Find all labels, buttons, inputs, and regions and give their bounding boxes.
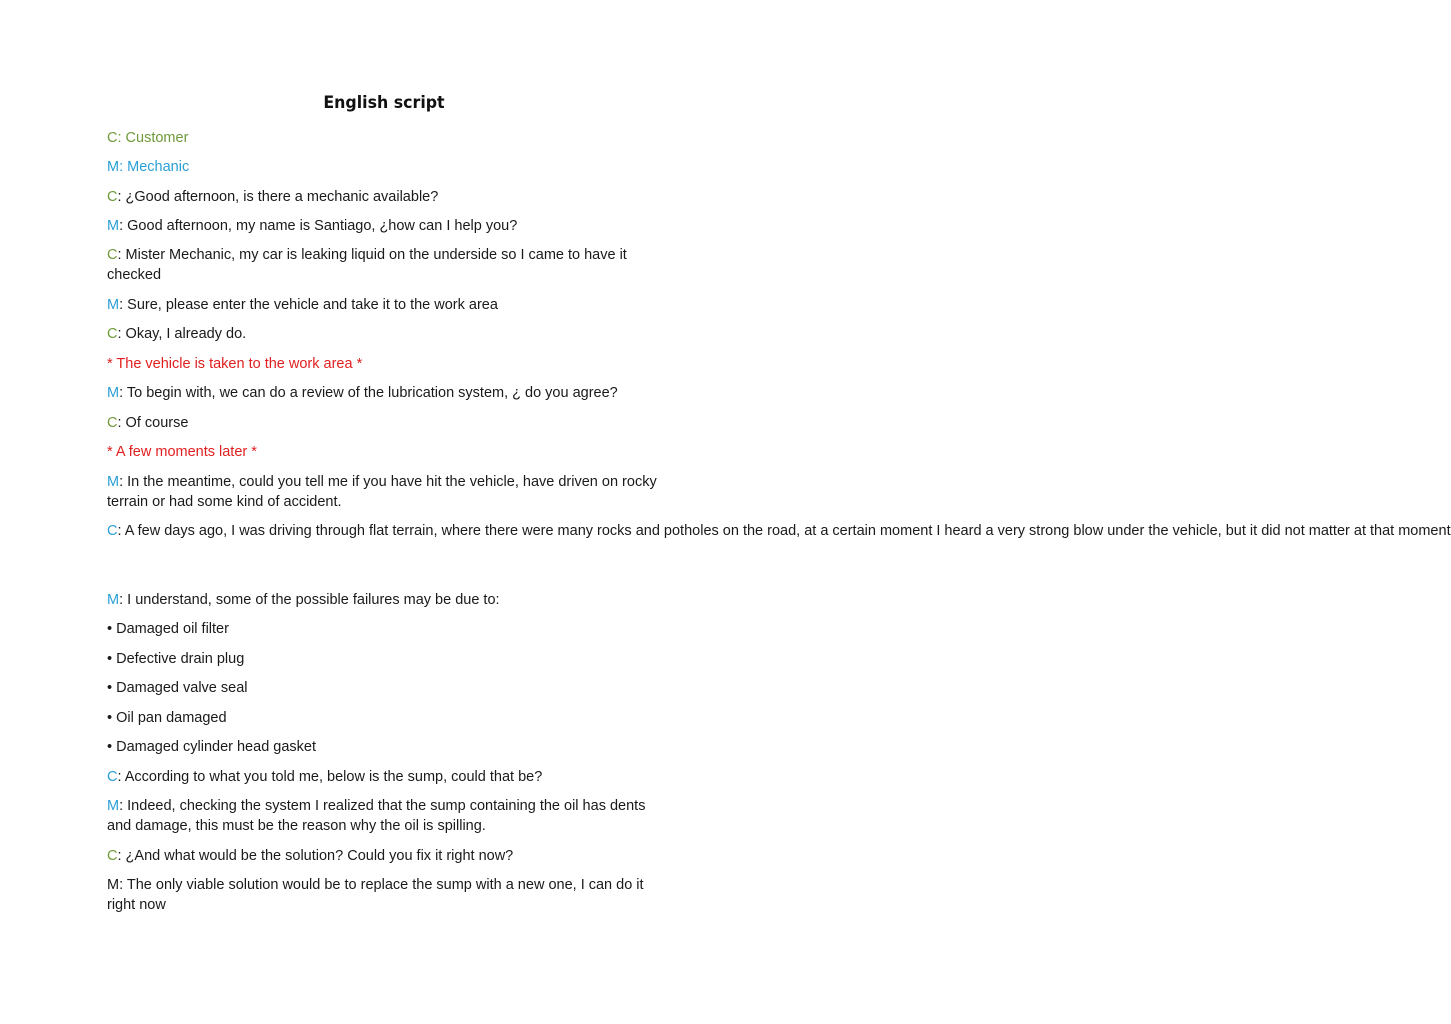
speaker-separator: :: [117, 415, 126, 431]
line-text: Customer: [125, 130, 189, 146]
dialogue-line: [107, 246, 667, 285]
dialogue-line: [107, 876, 667, 915]
speaker-separator: :: [119, 592, 128, 608]
speaker-label: C: [107, 326, 118, 342]
speaker-separator: :: [117, 848, 126, 864]
line-text: • Damaged cylinder head gasket: [107, 739, 317, 755]
line-text: ¿And what would be the solution? Could you fix it right now?: [125, 848, 514, 864]
line-text: * A few moments later *: [107, 444, 257, 460]
speaker-label: C: [107, 130, 118, 146]
speaker-separator: :: [119, 877, 127, 893]
dialogue-line: [107, 217, 667, 237]
dialogue-line: [107, 188, 667, 208]
speaker-label: M: [107, 297, 120, 313]
speaker-separator: :: [117, 326, 126, 342]
dialogue-line: [107, 414, 667, 434]
dialogue-line: [107, 129, 667, 149]
line-text: Sure, please enter the vehicle and take it to the work area: [127, 297, 498, 313]
dialogue-line: [107, 296, 667, 316]
line-text: • Oil pan damaged: [107, 710, 227, 726]
line-text: Mechanic: [127, 159, 190, 175]
dialogue-line: [107, 797, 667, 836]
speaker-label: C: [107, 523, 118, 539]
line-text: A few days ago, I was driving through flat terrain, where there were many rocks and potholes on the road, at a certain moment I heard a very strong blow under the vehicle, but it did not matter at that moment: [124, 523, 1451, 539]
line-text: In the meantime, could you tell me if you have hit the vehicle, have driven on rocky terrain or had some kind of accident.: [107, 474, 657, 510]
speaker-separator: :: [117, 247, 126, 263]
line-text: I understand, some of the possible failures may be due to:: [127, 592, 500, 608]
dialogue-line: [107, 325, 667, 345]
line-text: • Defective drain plug: [107, 651, 245, 667]
bullet-item: [107, 709, 667, 729]
line-text: Mister Mechanic, my car is leaking liquid on the underside so I came to have it checked: [107, 247, 627, 283]
dialogue-line: [107, 591, 667, 611]
speaker-label: M: [107, 592, 120, 608]
bullet-item: [107, 650, 667, 670]
speaker-label: C: [107, 247, 118, 263]
dialogue-line: [107, 473, 667, 512]
bullet-item: [107, 679, 667, 699]
speaker-label: M: [107, 218, 120, 234]
line-text: • Damaged oil filter: [107, 621, 229, 637]
line-text: ¿Good afternoon, is there a mechanic available?: [125, 189, 439, 205]
speaker-label: M: [107, 159, 120, 175]
dialogue-line: [107, 522, 1451, 542]
line-text: According to what you told me, below is the sump, could that be?: [124, 769, 543, 785]
line-text: Good afternoon, my name is Santiago, ¿how can I help you?: [127, 218, 518, 234]
speaker-label: C: [107, 848, 118, 864]
line-text: The only viable solution would be to replace the sump with a new one, I can do it right now: [107, 877, 644, 913]
bullet-item: [107, 738, 667, 758]
dialogue-line: [107, 847, 667, 867]
speaker-label: C: [107, 769, 118, 785]
speaker-separator: :: [119, 474, 128, 490]
speaker-separator: :: [119, 159, 128, 175]
speaker-label: C: [107, 415, 118, 431]
speaker-separator: :: [119, 385, 127, 401]
line-text: * The vehicle is taken to the work area *: [107, 356, 363, 372]
speaker-separator: :: [117, 130, 126, 146]
line-text: Of course: [125, 415, 189, 431]
line-text: To begin with, we can do a review of the lubrication system, ¿ do you agree?: [126, 385, 618, 401]
speaker-label: M: [107, 474, 120, 490]
speaker-separator: :: [119, 218, 128, 234]
bullet-item: [107, 620, 667, 640]
speaker-separator: :: [117, 769, 125, 785]
speaker-label: M: [107, 877, 120, 893]
speaker-separator: :: [119, 798, 128, 814]
speaker-label: M: [107, 798, 120, 814]
line-text: Indeed, checking the system I realized that the sump containing the oil has dents and damage, this must be the reason why the oil is spilling.: [107, 798, 646, 834]
stage-direction: [107, 355, 667, 375]
dialogue-line: [107, 158, 667, 178]
stage-direction: [107, 443, 667, 463]
dialogue-line: [107, 768, 667, 788]
page-title: English script: [323, 93, 445, 113]
line-text: • Damaged valve seal: [107, 680, 248, 696]
speaker-separator: :: [117, 189, 126, 205]
speaker-label: M: [107, 385, 120, 401]
speaker-label: C: [107, 189, 118, 205]
speaker-separator: :: [119, 297, 128, 313]
line-text: Okay, I already do.: [125, 326, 247, 342]
dialogue-line: [107, 384, 667, 404]
speaker-separator: :: [117, 523, 125, 539]
